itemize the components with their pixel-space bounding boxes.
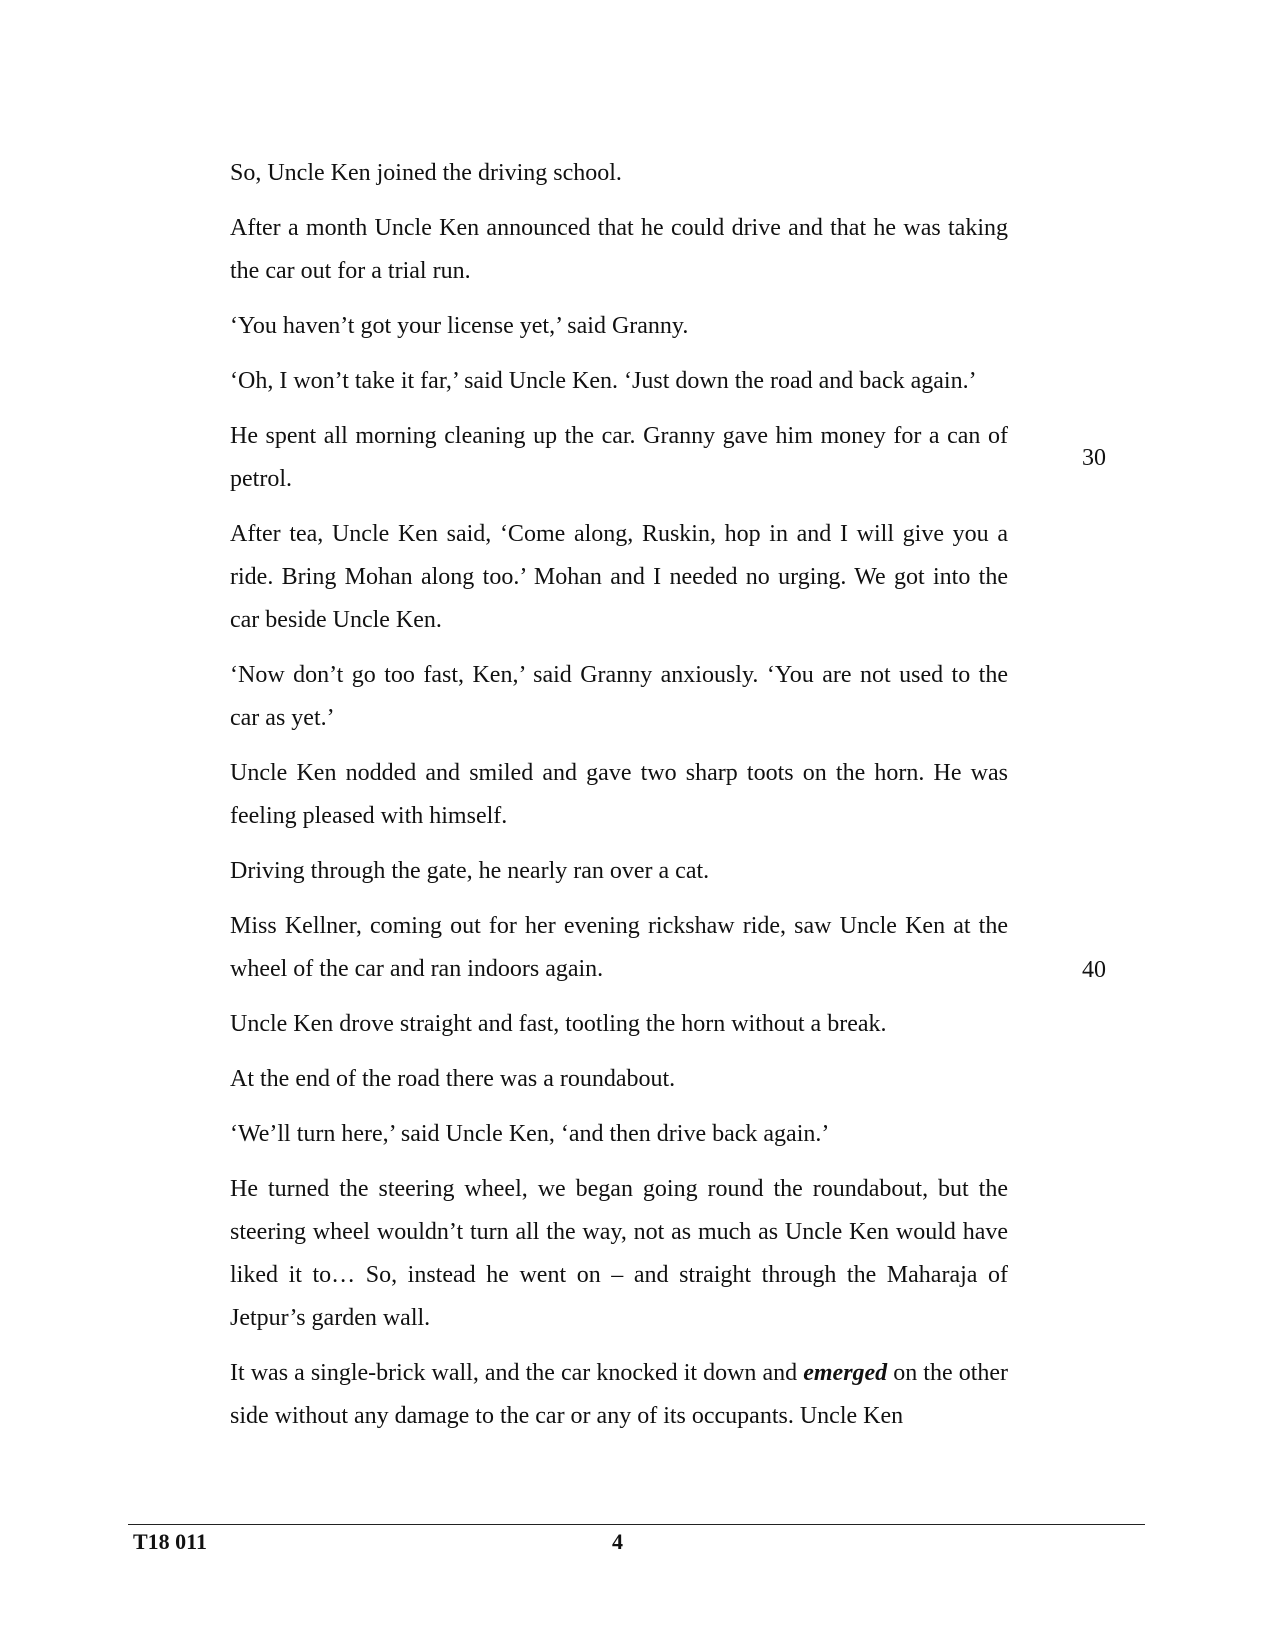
passage-text [230, 152, 1008, 1450]
paragraph-4: ‘Oh, I won’t take it far,’ said Uncle Ken. ‘Just down the road and back again.’ [230, 368, 977, 394]
paragraph-6: After tea, Uncle Ken said, ‘Come along, Ruskin, hop in and I will give you a ride. Bring Mohan along too.’ Mohan and I needed no urging. We got into the car beside Uncle Ken. [230, 521, 1008, 633]
footer-divider [128, 1524, 1145, 1525]
page-number: 4 [612, 1529, 623, 1554]
paragraph-3: ‘You haven’t got your license yet,’ said Granny. [230, 313, 689, 339]
paragraph-2: After a month Uncle Ken announced that he could drive and that he was taking the car out for a trial run. [230, 215, 1008, 284]
paragraph-14: He turned the steering wheel, we began going round the roundabout, but the steering wheel wouldn’t turn all the way, not as much as Uncle Ken would have liked it to… So, instead he went on – and straight through the Maharaja of Jetpur’s garden wall. [230, 1176, 1008, 1331]
line-number-40: 40 [1082, 957, 1106, 983]
emphasized-word: emerged [803, 1360, 888, 1386]
paragraph-7: ‘Now don’t go too fast, Ken,’ said Granny anxiously. ‘You are not used to the car as yet.’ [230, 662, 1008, 731]
paragraph-1: So, Uncle Ken joined the driving school. [230, 160, 622, 186]
paragraph-5: He spent all morning cleaning up the car. Granny gave him money for a can of petrol. [230, 423, 1008, 492]
paper-code: T18 011 [133, 1529, 207, 1554]
paragraph-10: Miss Kellner, coming out for her evening rickshaw ride, saw Uncle Ken at the wheel of the car and ran indoors again. [230, 913, 1008, 982]
paragraph-13: ‘We’ll turn here,’ said Uncle Ken, ‘and then drive back again.’ [230, 1121, 830, 1147]
paragraph-9: Driving through the gate, he nearly ran over a cat. [230, 858, 710, 884]
paragraph-15 [230, 1352, 1008, 1438]
paragraph-11: Uncle Ken drove straight and fast, tootling the horn without a break. [230, 1011, 887, 1037]
line-number-30: 30 [1082, 445, 1106, 471]
paragraph-15-end: on the other side without any damage to the car or any of its occupants. Uncle Ken [230, 1360, 1009, 1429]
paragraph-8: Uncle Ken nodded and smiled and gave two sharp toots on the horn. He was feeling pleased with himself. [230, 760, 1008, 829]
paragraph-12: At the end of the road there was a roundabout. [230, 1066, 676, 1092]
paragraph-15-start: It was a single-brick wall, and the car knocked it down and [230, 1360, 804, 1386]
